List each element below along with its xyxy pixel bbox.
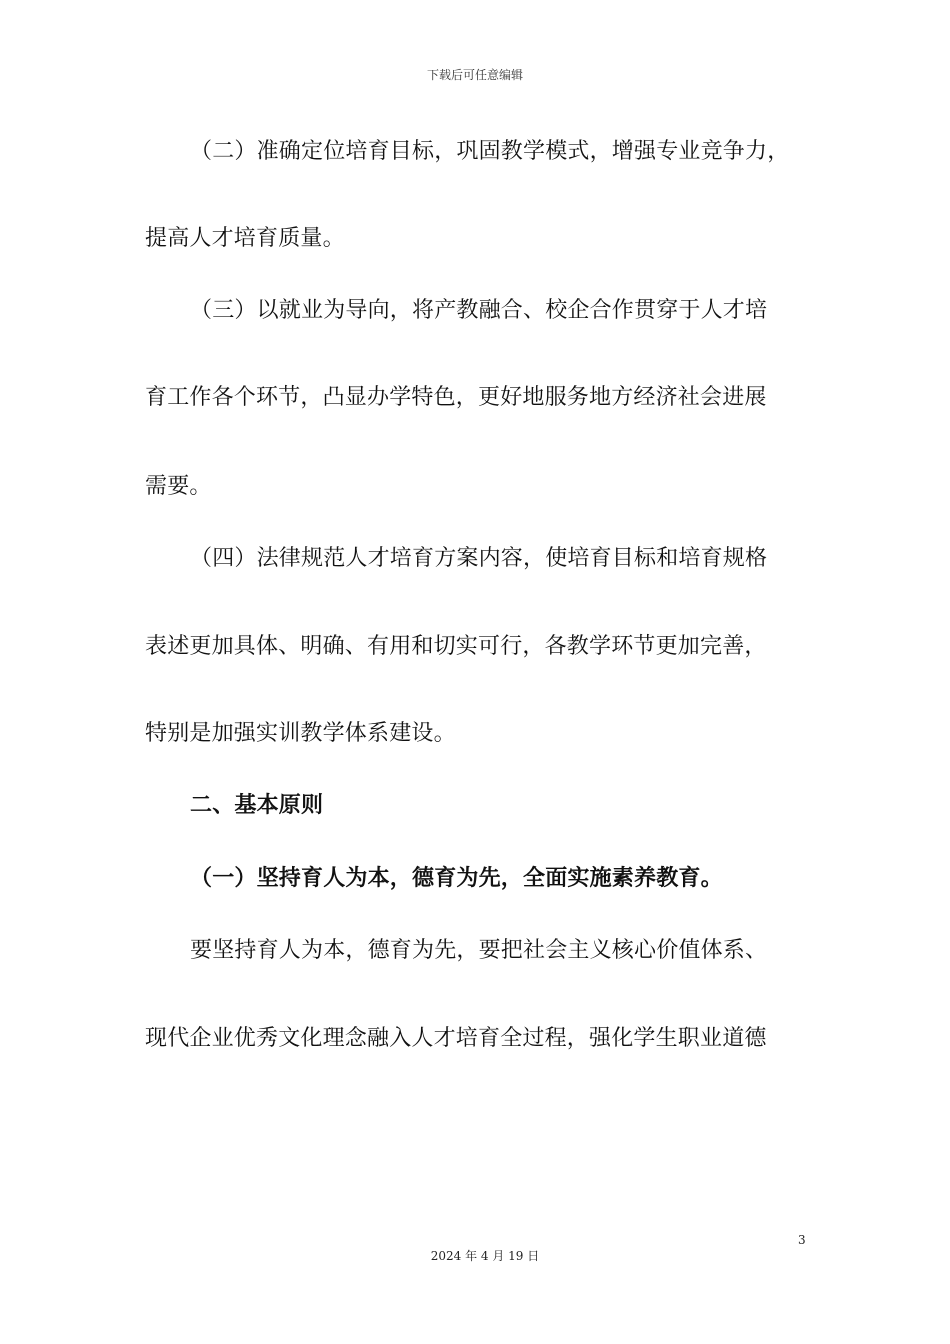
paragraph-line: 提高人才培育质量。: [145, 226, 345, 251]
paragraph-line: （二）准确定位培育目标，巩固教学模式，增强专业竞争力，: [190, 139, 790, 164]
paragraph-line: 表述更加具体、明确、有用和切实可行，各教学环节更加完善，: [145, 634, 767, 659]
page-number: 3: [798, 1233, 806, 1247]
paragraph-line: 现代企业优秀文化理念融入人才培育全过程，强化学生职业道德: [145, 1026, 767, 1051]
paragraph-line: （三）以就业为导向，将产教融合、校企合作贯穿于人才培: [190, 298, 768, 323]
paragraph-line: 特别是加强实训教学体系建设。: [145, 721, 456, 746]
paragraph-line: 需要。: [145, 474, 212, 499]
subsection-heading: （一）坚持育人为本，德育为先，全面实施素养教育。: [190, 866, 723, 891]
section-heading: 二、基本原则: [190, 793, 324, 818]
paragraph-line: 要坚持育人为本，德育为先，要把社会主义核心价值体系、: [190, 938, 768, 963]
page-header: 下载后可任意编辑: [426, 68, 523, 82]
paragraph-line: 育工作各个环节，凸显办学特色，更好地服务地方经济社会进展: [145, 385, 767, 410]
paragraph-line: （四）法律规范人才培育方案内容，使培育目标和培育规格: [190, 546, 768, 571]
footer-date: 2024 年 4 月 19 日: [430, 1249, 540, 1263]
